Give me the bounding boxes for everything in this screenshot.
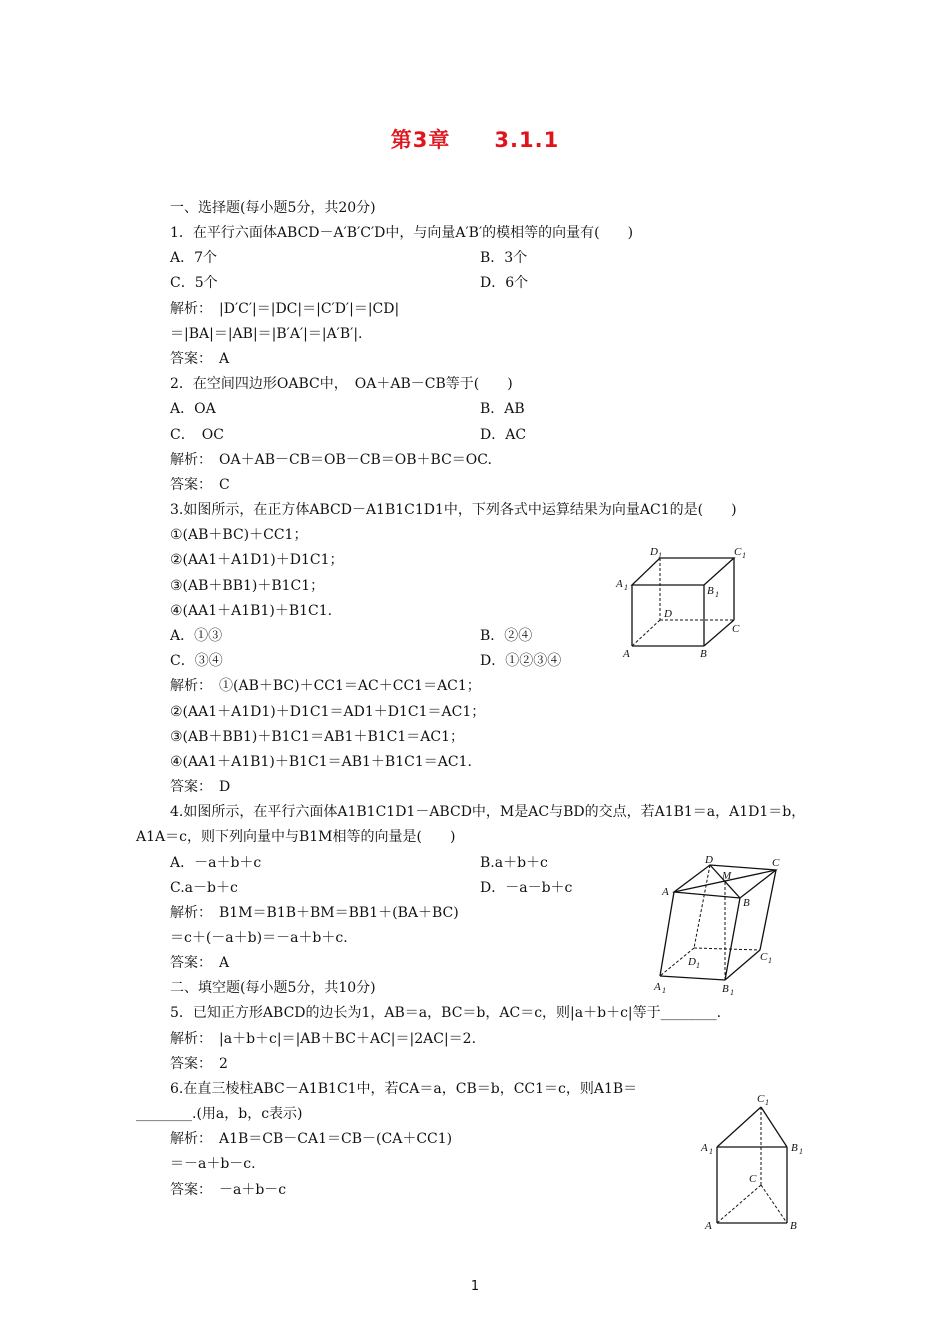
triangular-prism-figure — [695, 1085, 825, 1235]
question-6-cont: ________.(用a，b，c表示) — [136, 1106, 303, 1122]
q1-analysis-cont: ＝|BA|＝|AB|＝|B′A′|＝|A′B′|. — [170, 326, 363, 342]
question-1: 1．在平行六面体ABCD－A′B′C′D中，与向量A′B′的模相等的向量有( ) — [170, 225, 634, 241]
cube-label-c: C — [732, 623, 740, 635]
q3-analysis-4: ④(AA1＋A1B1)＋B1C1＝AB1＋B1C1＝AC1. — [170, 754, 472, 770]
prism-label-b: B — [743, 897, 750, 909]
prism-label-c1: C — [760, 951, 768, 963]
q4-option-b: B.a＋b＋c — [480, 855, 548, 871]
q3-item-3: ③(AB＋BB1)＋B1C1； — [170, 578, 325, 594]
prism-sub-a1: 1 — [662, 986, 666, 995]
q1-option-c: C．5个 — [170, 275, 218, 291]
prism-label-c: C — [772, 857, 780, 869]
q1-option-b: B．3个 — [480, 250, 528, 266]
prism-label-d: D — [705, 854, 713, 866]
tri-label-b1: B — [791, 1142, 798, 1154]
page-number: 1 — [470, 1279, 480, 1294]
q3-answer: 答案： D — [170, 779, 231, 795]
q2-analysis: 解析： OA＋AB－CB＝OB－CB＝OB＋BC＝OC. — [170, 452, 492, 468]
prism-label-d1: D — [688, 956, 696, 968]
cube-label-b1: B — [707, 585, 714, 597]
tri-label-c1: C — [757, 1093, 765, 1105]
q2-option-c: C． OC — [170, 427, 224, 443]
q6-answer: 答案： －a＋b－c — [170, 1182, 287, 1198]
q2-option-d: D．AC — [480, 427, 527, 443]
prism-sub-b1: 1 — [730, 988, 734, 997]
tri-label-b: B — [790, 1220, 797, 1232]
q4-option-a: A．－a＋b＋c — [170, 855, 262, 871]
q3-item-4: ④(AA1＋A1B1)＋B1C1. — [170, 603, 333, 619]
prism-label-m: M — [722, 870, 732, 882]
section-heading-2: 二、填空题(每小题5分，共10分) — [170, 980, 376, 996]
q3-option-a: A．①③ — [170, 628, 223, 644]
q2-option-a: A．OA — [170, 401, 216, 417]
cube-sub-a1: 1 — [624, 583, 628, 592]
question-5: 5．已知正方形ABCD的边长为1，AB＝a，BC＝b，AC＝c，则|a＋b＋c|等于________. — [170, 1005, 722, 1021]
q4-option-c: C.a－b＋c — [170, 880, 238, 896]
question-2: 2．在空间四边形OABC中， OA＋AB－CB等于( ) — [170, 376, 513, 392]
q3-analysis: 解析： ①(AB＋BC)＋CC1＝AC＋CC1＝AC1； — [170, 678, 481, 694]
question-4-cont: A1A＝c，则下列向量中与B1M相等的向量是( ) — [136, 829, 456, 845]
cube-label-d: D — [664, 608, 672, 620]
prism-label-a: A — [662, 886, 669, 898]
q3-analysis-2: ②(AA1＋A1D1)＋D1C1＝AD1＋D1C1＝AC1； — [170, 704, 486, 720]
q5-analysis: 解析： |a＋b＋c|＝|AB＋BC＋AC|＝|2AC|＝2. — [170, 1031, 477, 1047]
q3-item-1: ①(AB＋BC)＋CC1； — [170, 527, 308, 543]
q3-item-2: ②(AA1＋A1D1)＋D1C1； — [170, 552, 344, 568]
q3-option-d: D．①②③④ — [480, 653, 562, 669]
q1-option-a: A．7个 — [170, 250, 218, 266]
section-heading: 一、选择题(每小题5分，共20分) — [170, 200, 376, 216]
q4-analysis: 解析： B1M＝B1B＋BM＝BB1＋(BA＋BC) — [170, 905, 459, 921]
tri-sub-b1: 1 — [799, 1147, 803, 1156]
q3-option-b: B．②④ — [480, 628, 533, 644]
tri-label-c: C — [749, 1173, 757, 1185]
cube-label-b: B — [700, 648, 707, 660]
cube-sub-b1: 1 — [715, 590, 719, 599]
cube-label-a1: A — [616, 578, 623, 590]
q4-answer: 答案： A — [170, 955, 230, 971]
q3-option-c: C．③④ — [170, 653, 223, 669]
q1-analysis: 解析： |D′C′|＝|DC|＝|C′D′|＝|CD| — [170, 301, 400, 317]
q3-analysis-3: ③(AB＋BB1)＋B1C1＝AB1＋B1C1＝AC1； — [170, 729, 465, 745]
q1-answer: 答案： A — [170, 351, 230, 367]
q2-option-b: B．AB — [480, 401, 525, 417]
q4-option-d: D．－a－b＋c — [480, 880, 573, 896]
prism-label-b1: B — [722, 983, 729, 995]
cube-label-d1: D — [650, 546, 658, 558]
tri-label-a: A — [705, 1220, 712, 1232]
cube-label-c1: C — [734, 546, 742, 558]
parallelepiped-figure — [650, 852, 790, 1002]
question-6: 6.在直三棱柱ABC－A1B1C1中，若CA＝a，CB＝b，CC1＝c，则A1B＝ — [170, 1081, 638, 1097]
q6-analysis: 解析： A1B＝CB－CA1＝CB－(CA＋CC1) — [170, 1131, 453, 1147]
page-title: 第3章 3.1.1 — [390, 128, 560, 152]
q6-analysis-cont: ＝－a＋b－c. — [170, 1156, 256, 1172]
q1-option-d: D．6个 — [480, 275, 529, 291]
prism-sub-c1: 1 — [768, 956, 772, 965]
cube-label-a: A — [623, 648, 630, 660]
cube-sub-c1: 1 — [742, 551, 746, 560]
tri-sub-c1: 1 — [765, 1098, 769, 1107]
tri-sub-a1: 1 — [709, 1147, 713, 1156]
tri-label-a1: A — [701, 1142, 708, 1154]
cube-sub-d1: 1 — [658, 551, 662, 560]
prism-label-a1: A — [654, 981, 661, 993]
q2-answer: 答案： C — [170, 477, 230, 493]
q5-answer: 答案： 2 — [170, 1056, 228, 1072]
q4-analysis-cont: ＝c＋(－a＋b)＝－a＋b＋c. — [170, 930, 348, 946]
question-3: 3.如图所示，在正方体ABCD－A1B1C1D1中，下列各式中运算结果为向量AC1的是( ) — [170, 502, 737, 518]
question-4: 4.如图所示，在平行六面体A1B1C1D1－ABCD中，M是AC与BD的交点，若A1B1＝a，A1D1＝b， — [170, 804, 806, 820]
prism-sub-d1: 1 — [696, 961, 700, 970]
cube-figure — [600, 540, 760, 665]
